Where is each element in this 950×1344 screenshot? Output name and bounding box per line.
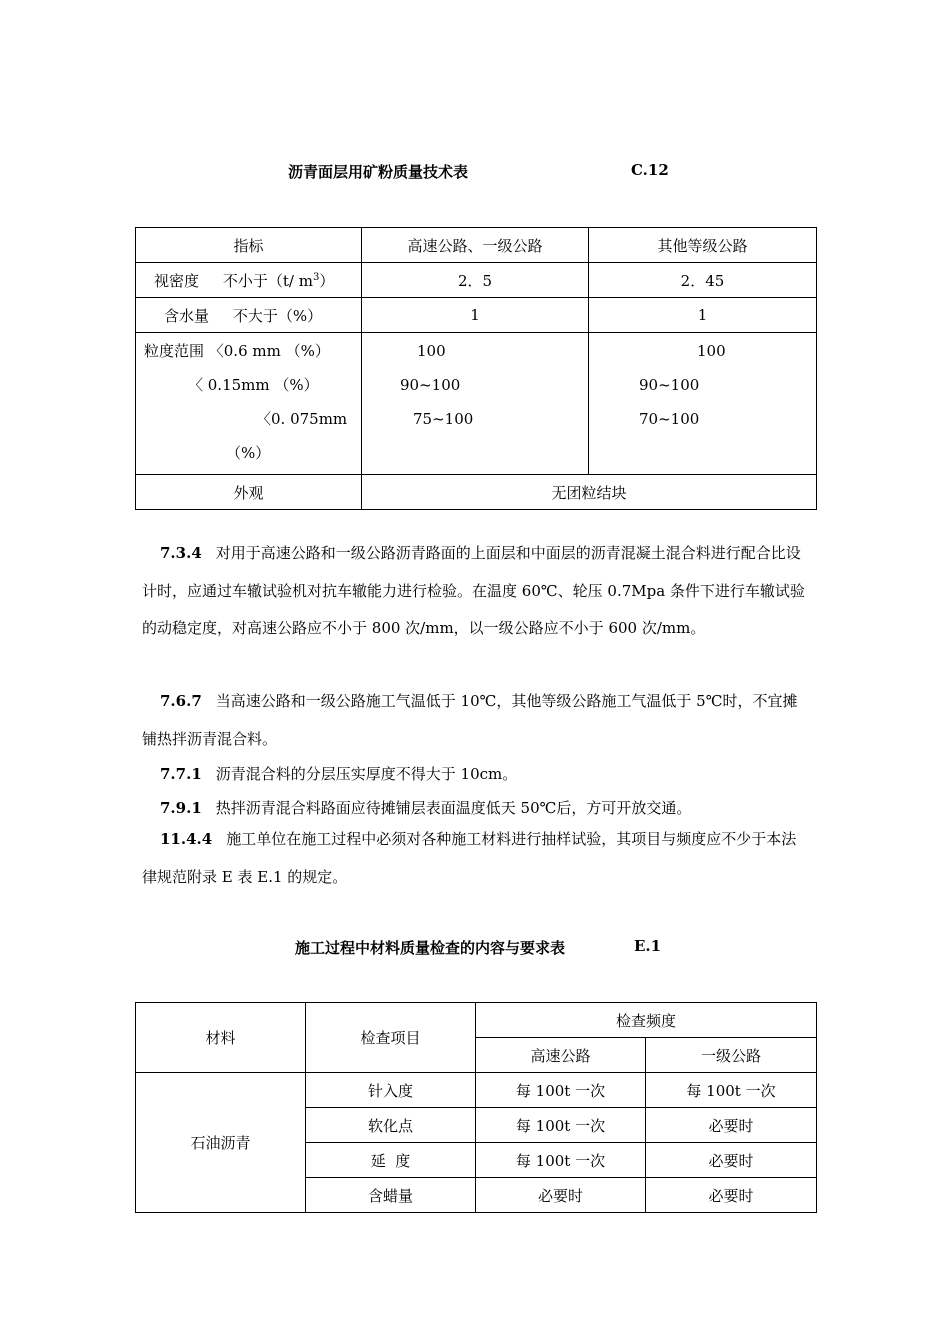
clause-text: 施工单位在施工过程中必须对各种施工材料进行抽样试验，其项目与频度应不少于本法律规范附录 E 表 E.1 的规定。 (142, 830, 797, 886)
class1-cell: 必要时 (646, 1143, 817, 1178)
header-cell: 指标 (136, 228, 362, 263)
table-row (136, 1073, 817, 1108)
clause-text: 当高速公路和一级公路施工气温低于 10℃，其他等级公路施工气温低于 5℃时，不宜摊铺热拌沥青混合料。 (142, 692, 798, 748)
clause-number: 11.4.4 (160, 830, 213, 848)
water-value-2: 1 (589, 298, 817, 333)
grading-label-cell (136, 333, 362, 475)
item-cell: 含蜡量 (306, 1178, 476, 1213)
table-e1 (135, 1002, 817, 1213)
density-value-1: 2．5 (362, 263, 589, 298)
paragraph-11-4-4 (142, 821, 810, 896)
expressway-cell: 每 100t 一次 (476, 1143, 646, 1178)
clause-number: 7.9.1 (160, 799, 202, 817)
density-unit-sup: 3 (312, 271, 320, 283)
clause-number: 7.7.1 (160, 765, 202, 783)
table-row (136, 263, 817, 298)
class1-cell: 必要时 (646, 1108, 817, 1143)
grading-value: 100 (417, 342, 446, 360)
header-expressway: 高速公路 (476, 1038, 646, 1073)
table-c12 (135, 227, 817, 510)
expressway-cell: 每 100t 一次 (476, 1073, 646, 1108)
item-cell: 针入度 (306, 1073, 476, 1108)
grading-value: 100 (697, 342, 726, 360)
water-label: 含水量 (164, 306, 210, 325)
header-material: 材料 (136, 1003, 306, 1073)
table-row (136, 333, 817, 475)
table-row (136, 228, 817, 263)
table-c12-code: C.12 (631, 161, 669, 179)
clause-number: 7.6.7 (160, 692, 202, 710)
grading-value: 90~100 (400, 376, 461, 394)
item-cell: 软化点 (306, 1108, 476, 1143)
material-cell: 石油沥青 (136, 1073, 306, 1213)
item-cell: 延 度 (306, 1143, 476, 1178)
header-item: 检查项目 (306, 1003, 476, 1073)
expressway-cell: 每 100t 一次 (476, 1108, 646, 1143)
water-limit: 不大于（%） (232, 306, 323, 325)
grading-line-4: （%） (226, 444, 271, 462)
paragraph-7-6-7 (142, 683, 810, 758)
paragraph-7-7-1 (160, 763, 517, 784)
grading-value: 90~100 (639, 376, 700, 394)
density-limit: 不小于（t/ m (222, 271, 313, 290)
paragraph-7-3-4 (142, 535, 810, 648)
expressway-cell: 必要时 (476, 1178, 646, 1213)
grading-line-3: 〈0. 075mm (256, 410, 348, 428)
density-label: 视密度 (154, 271, 200, 290)
grading-values-other (589, 333, 817, 475)
table-c12-title: 沥青面层用矿粉质量技术表 (288, 163, 469, 181)
table-e1-title: 施工过程中材料质量检查的内容与要求表 (295, 939, 566, 957)
header-cell: 其他等级公路 (589, 228, 817, 263)
grading-value: 75~100 (413, 410, 474, 428)
table-row (136, 475, 817, 510)
clause-number: 7.3.4 (160, 544, 202, 562)
clause-text: 热拌沥青混合料路面应待摊铺层表面温度低天 50℃后，方可开放交通。 (215, 799, 692, 817)
header-cell: 高速公路、一级公路 (362, 228, 589, 263)
clause-text: 对用于高速公路和一级公路沥青路面的上面层和中面层的沥青混凝土混合料进行配合比设计时，应通过车辙试验机对抗车辙能力进行检验。在温度 60℃、轮压 0.7Mpa 条件下进行车辙试验的动稳定度，对高速公路应不小于 800 次/mm，以一级公路应不小于 600 次/mm。 (142, 544, 805, 637)
grading-line-2: 〈 0.15mm （%） (188, 376, 319, 394)
grading-value: 70~100 (639, 410, 700, 428)
density-label-cell (136, 263, 362, 298)
paragraph-7-9-1 (160, 797, 691, 818)
table-row (136, 1003, 817, 1038)
grading-values-expressway (362, 333, 589, 475)
density-value-2: 2．45 (589, 263, 817, 298)
table-e1-code: E.1 (634, 937, 662, 955)
class1-cell: 每 100t 一次 (646, 1073, 817, 1108)
class1-cell: 必要时 (646, 1178, 817, 1213)
appearance-value: 无团粒结块 (362, 475, 817, 510)
density-close: ） (319, 271, 335, 290)
header-frequency: 检查频度 (476, 1003, 817, 1038)
table-row (136, 298, 817, 333)
water-value-1: 1 (362, 298, 589, 333)
grading-line-1: 粒度范围 〈0.6 mm （%） (144, 342, 330, 360)
header-class1: 一级公路 (646, 1038, 817, 1073)
water-label-cell (136, 298, 362, 333)
appearance-label: 外观 (136, 475, 362, 510)
clause-text: 沥青混合料的分层压实厚度不得大于 10cm。 (215, 765, 518, 783)
